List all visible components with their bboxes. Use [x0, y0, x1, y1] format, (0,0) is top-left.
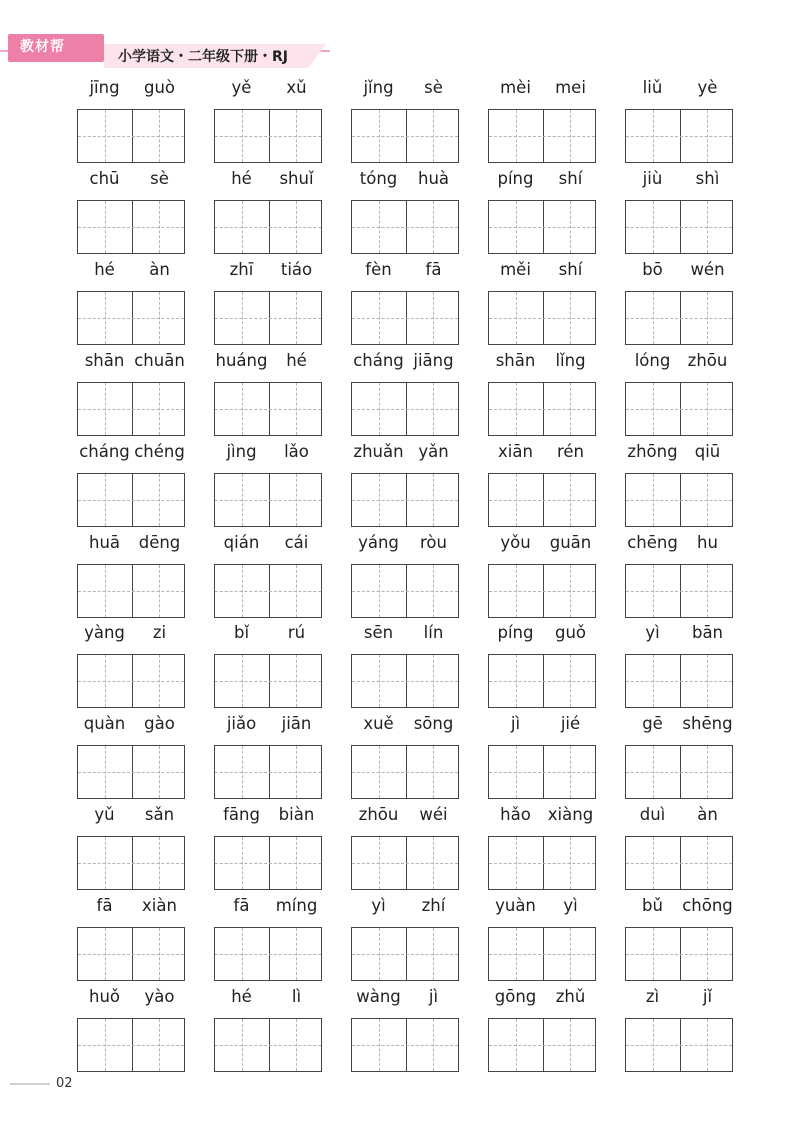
- word-item: [488, 169, 598, 259]
- word-item: [77, 169, 187, 259]
- pinyin-syllable: tóng: [359, 168, 398, 188]
- pinyin-syllable: jǐ: [702, 987, 713, 1006]
- word-item: [77, 623, 187, 713]
- word-item: [488, 351, 598, 441]
- pinyin-syllable: guān: [549, 532, 592, 552]
- pinyin-syllable: yáng: [358, 532, 399, 552]
- guide-line-horizontal: [352, 500, 458, 501]
- tianzige-writing-box[interactable]: [625, 200, 733, 254]
- guide-line-horizontal: [489, 136, 595, 137]
- guide-line-horizontal: [78, 863, 184, 864]
- tianzige-writing-box[interactable]: [77, 654, 185, 708]
- pinyin-syllable: fā: [96, 896, 113, 916]
- word-item: [351, 78, 461, 168]
- guide-line-horizontal: [352, 227, 458, 228]
- pinyin-syllable: zhuǎn: [353, 441, 404, 461]
- pinyin-syllable: sè: [424, 78, 443, 97]
- word-item: [77, 805, 187, 895]
- tianzige-writing-box[interactable]: [77, 200, 185, 254]
- exercise-row: [77, 260, 737, 350]
- header-badge-label: 教材帮: [20, 39, 65, 55]
- tianzige-writing-box[interactable]: [625, 473, 733, 527]
- pinyin-syllable: shì: [695, 168, 720, 188]
- pinyin-syllable: shí: [558, 168, 583, 188]
- pinyin-syllable: wàng: [356, 987, 401, 1006]
- pinyin-syllable: zi: [152, 623, 167, 643]
- tianzige-writing-box[interactable]: [77, 473, 185, 527]
- tianzige-writing-box[interactable]: [214, 564, 322, 618]
- pinyin-syllable: bān: [691, 623, 724, 643]
- pinyin-syllable: quàn: [83, 714, 126, 734]
- guide-line-horizontal: [78, 409, 184, 410]
- word-item: [488, 78, 598, 168]
- exercise-row: [77, 533, 737, 623]
- pinyin-syllable: jiāng: [413, 350, 454, 370]
- tianzige-writing-box[interactable]: [351, 836, 459, 890]
- guide-line-horizontal: [215, 681, 321, 682]
- pinyin-syllable: jì: [428, 987, 439, 1006]
- pinyin-syllable: àn: [149, 259, 170, 279]
- word-item: [214, 442, 324, 532]
- footer-rule: [10, 1083, 50, 1085]
- guide-line-horizontal: [78, 500, 184, 501]
- guide-line-horizontal: [352, 318, 458, 319]
- pinyin-syllable: yì: [371, 896, 386, 916]
- exercise-row: [77, 623, 737, 713]
- tianzige-writing-box[interactable]: [351, 200, 459, 254]
- tianzige-writing-box[interactable]: [488, 291, 596, 345]
- tianzige-writing-box[interactable]: [77, 927, 185, 981]
- tianzige-writing-box[interactable]: [488, 200, 596, 254]
- word-item: [625, 623, 735, 713]
- pinyin-syllable: sōng: [413, 714, 454, 734]
- pinyin-syllable: lóng: [634, 350, 671, 370]
- tianzige-writing-box[interactable]: [214, 291, 322, 345]
- pinyin-syllable: gē: [642, 714, 663, 734]
- guide-line-horizontal: [626, 954, 732, 955]
- tianzige-writing-box[interactable]: [214, 200, 322, 254]
- pinyin-syllable: mei: [555, 78, 586, 97]
- exercise-row: [77, 805, 737, 895]
- pinyin-syllable: hé: [231, 168, 252, 188]
- pinyin-syllable: guǒ: [554, 623, 587, 643]
- word-item: [351, 442, 461, 532]
- tianzige-writing-box[interactable]: [214, 382, 322, 436]
- guide-line-horizontal: [78, 318, 184, 319]
- word-item: [625, 533, 735, 623]
- tianzige-writing-box[interactable]: [214, 473, 322, 527]
- exercise-row: [77, 78, 737, 168]
- pinyin-syllable: yuàn: [495, 896, 536, 916]
- word-item: [625, 714, 735, 804]
- pinyin-syllable: zhī: [229, 259, 254, 279]
- pinyin-syllable: huǒ: [88, 987, 120, 1006]
- pinyin-syllable: qián: [223, 532, 260, 552]
- tianzige-writing-box[interactable]: [488, 109, 596, 163]
- tianzige-writing-box[interactable]: [625, 291, 733, 345]
- pinyin-syllable: bō: [642, 259, 663, 279]
- guide-line-horizontal: [352, 409, 458, 410]
- word-item: [214, 169, 324, 259]
- pinyin-syllable: sēn: [363, 623, 394, 643]
- pinyin-syllable: chéng: [134, 441, 185, 461]
- tianzige-writing-box[interactable]: [488, 382, 596, 436]
- tianzige-writing-box[interactable]: [351, 927, 459, 981]
- word-item: [488, 805, 598, 895]
- pinyin-syllable: měi: [500, 259, 531, 279]
- word-item: [214, 260, 324, 350]
- pinyin-syllable: zhí: [421, 896, 446, 916]
- tianzige-writing-box[interactable]: [488, 745, 596, 799]
- pinyin-syllable: lín: [423, 623, 444, 643]
- pinyin-syllable: lì: [291, 987, 302, 1006]
- tianzige-writing-box[interactable]: [625, 836, 733, 890]
- word-item: [214, 623, 324, 713]
- pinyin-syllable: shí: [558, 259, 583, 279]
- pinyin-syllable: fāng: [223, 805, 260, 825]
- guide-line-horizontal: [78, 1045, 184, 1046]
- pinyin-syllable: yě: [231, 78, 252, 97]
- tianzige-writing-box[interactable]: [214, 927, 322, 981]
- pinyin-syllable: yì: [563, 896, 578, 916]
- pinyin-syllable: shuǐ: [279, 168, 314, 188]
- guide-line-horizontal: [215, 318, 321, 319]
- pinyin-syllable: hu: [697, 532, 718, 552]
- pinyin-syllable: xiàn: [142, 896, 177, 916]
- pinyin-syllable: shān: [495, 350, 536, 370]
- pinyin-syllable: cái: [284, 532, 309, 552]
- word-item: [625, 260, 735, 350]
- pinyin-syllable: míng: [275, 896, 318, 916]
- guide-line-horizontal: [78, 772, 184, 773]
- word-item: [77, 442, 187, 532]
- pinyin-syllable: wén: [690, 259, 725, 279]
- guide-line-horizontal: [352, 136, 458, 137]
- pinyin-syllable: liǔ: [642, 78, 663, 97]
- pinyin-syllable: dēng: [138, 532, 181, 552]
- pinyin-syllable: huáng: [215, 350, 268, 370]
- tianzige-writing-box[interactable]: [625, 927, 733, 981]
- pinyin-syllable: jiān: [281, 714, 312, 734]
- word-item: [77, 714, 187, 804]
- guide-line-horizontal: [626, 318, 732, 319]
- guide-line-horizontal: [626, 136, 732, 137]
- guide-line-horizontal: [215, 591, 321, 592]
- word-item: [625, 351, 735, 441]
- pinyin-syllable: fèn: [365, 259, 392, 279]
- guide-line-horizontal: [215, 136, 321, 137]
- tianzige-writing-box[interactable]: [625, 564, 733, 618]
- word-item: [488, 987, 598, 1077]
- pinyin-syllable: yì: [645, 623, 660, 643]
- word-item: [214, 351, 324, 441]
- pinyin-syllable: qiū: [694, 441, 721, 461]
- guide-line-horizontal: [489, 1045, 595, 1046]
- pinyin-syllable: zì: [645, 987, 660, 1006]
- exercise-row: [77, 442, 737, 532]
- word-item: [77, 896, 187, 986]
- pinyin-syllable: àn: [697, 805, 718, 825]
- guide-line-horizontal: [489, 500, 595, 501]
- pinyin-syllable: jīng: [89, 78, 120, 97]
- pinyin-syllable: hé: [231, 987, 252, 1006]
- word-item: [351, 987, 461, 1077]
- guide-line-horizontal: [78, 227, 184, 228]
- word-item: [351, 896, 461, 986]
- word-item: [214, 78, 324, 168]
- exercise-row: [77, 987, 737, 1077]
- tianzige-writing-box[interactable]: [488, 836, 596, 890]
- tianzige-writing-box[interactable]: [351, 745, 459, 799]
- guide-line-horizontal: [78, 954, 184, 955]
- word-item: [488, 533, 598, 623]
- tianzige-writing-box[interactable]: [351, 473, 459, 527]
- pinyin-syllable: rén: [556, 441, 585, 461]
- tianzige-writing-box[interactable]: [625, 745, 733, 799]
- pinyin-syllable: chū: [89, 168, 120, 188]
- tianzige-writing-box[interactable]: [488, 1018, 596, 1072]
- pinyin-syllable: hé: [286, 350, 307, 370]
- tianzige-writing-box[interactable]: [351, 1018, 459, 1072]
- word-item: [214, 896, 324, 986]
- pinyin-syllable: shēng: [682, 714, 733, 734]
- pinyin-syllable: jiù: [642, 168, 663, 188]
- guide-line-horizontal: [78, 681, 184, 682]
- word-item: [625, 805, 735, 895]
- word-item: [351, 351, 461, 441]
- tianzige-writing-box[interactable]: [77, 1018, 185, 1072]
- pinyin-syllable: yǔ: [94, 805, 115, 825]
- header-title: 小学语文・二年级下册・RJ: [118, 49, 288, 65]
- pinyin-syllable: bǔ: [642, 896, 663, 916]
- pinyin-syllable: chēng: [627, 532, 678, 552]
- tianzige-writing-box[interactable]: [214, 109, 322, 163]
- guide-line-horizontal: [626, 772, 732, 773]
- pinyin-syllable: sè: [150, 168, 169, 188]
- pinyin-syllable: yào: [144, 987, 175, 1006]
- pinyin-syllable: shān: [84, 350, 125, 370]
- pinyin-syllable: fā: [425, 259, 442, 279]
- word-item: [351, 169, 461, 259]
- word-item: [351, 714, 461, 804]
- pinyin-syllable: jiǎo: [226, 714, 257, 734]
- pinyin-syllable: gào: [144, 714, 175, 734]
- pinyin-syllable: píng: [497, 168, 534, 188]
- pinyin-syllable: tiáo: [280, 259, 313, 279]
- pinyin-syllable: hǎo: [500, 805, 531, 825]
- word-item: [625, 987, 735, 1077]
- tianzige-writing-box[interactable]: [351, 109, 459, 163]
- word-item: [488, 714, 598, 804]
- word-item: [488, 896, 598, 986]
- guide-line-horizontal: [489, 954, 595, 955]
- pinyin-syllable: sǎn: [144, 805, 175, 825]
- guide-line-horizontal: [215, 500, 321, 501]
- guide-line-horizontal: [78, 136, 184, 137]
- word-item: [77, 260, 187, 350]
- word-item: [488, 623, 598, 713]
- pinyin-syllable: zhōu: [358, 805, 399, 825]
- pinyin-syllable: zhōng: [627, 441, 678, 461]
- guide-line-horizontal: [626, 409, 732, 410]
- pinyin-syllable: jìng: [226, 441, 257, 461]
- pinyin-syllable: xuě: [363, 714, 394, 734]
- guide-line-horizontal: [489, 409, 595, 410]
- pinyin-syllable: rú: [287, 623, 306, 643]
- tianzige-writing-box[interactable]: [351, 382, 459, 436]
- word-item: [625, 169, 735, 259]
- word-item: [351, 805, 461, 895]
- word-item: [77, 533, 187, 623]
- guide-line-horizontal: [352, 681, 458, 682]
- guide-line-horizontal: [352, 1045, 458, 1046]
- tianzige-writing-box[interactable]: [214, 654, 322, 708]
- word-item: [214, 533, 324, 623]
- pinyin-syllable: jì: [510, 714, 521, 734]
- pinyin-syllable: guò: [143, 78, 176, 97]
- tianzige-writing-box[interactable]: [488, 564, 596, 618]
- pinyin-syllable: xiàng: [547, 805, 594, 825]
- pinyin-syllable: wéi: [419, 805, 448, 825]
- word-item: [625, 896, 735, 986]
- exercise-row: [77, 714, 737, 804]
- pinyin-syllable: chuān: [134, 350, 185, 370]
- guide-line-horizontal: [489, 318, 595, 319]
- pinyin-syllable: bǐ: [233, 623, 250, 643]
- pinyin-syllable: cháng: [353, 350, 404, 370]
- word-item: [214, 714, 324, 804]
- pinyin-syllable: yǒu: [500, 532, 531, 552]
- tianzige-writing-box[interactable]: [351, 564, 459, 618]
- guide-line-horizontal: [489, 681, 595, 682]
- guide-line-horizontal: [626, 1045, 732, 1046]
- tianzige-writing-box[interactable]: [625, 109, 733, 163]
- pinyin-syllable: jié: [560, 714, 581, 734]
- tianzige-writing-box[interactable]: [625, 1018, 733, 1072]
- tianzige-writing-box[interactable]: [77, 564, 185, 618]
- pinyin-syllable: cháng: [79, 441, 130, 461]
- tianzige-writing-box[interactable]: [214, 1018, 322, 1072]
- exercise-row: [77, 351, 737, 441]
- page-number: 02: [56, 1076, 73, 1091]
- word-item: [77, 987, 187, 1077]
- pinyin-syllable: píng: [497, 623, 534, 643]
- tianzige-writing-box[interactable]: [351, 654, 459, 708]
- pinyin-syllable: yǎn: [418, 441, 449, 461]
- pinyin-syllable: fā: [233, 896, 250, 916]
- tianzige-writing-box[interactable]: [625, 654, 733, 708]
- tianzige-writing-box[interactable]: [77, 382, 185, 436]
- guide-line-horizontal: [352, 954, 458, 955]
- word-item: [351, 260, 461, 350]
- pinyin-syllable: chōng: [682, 896, 733, 916]
- tianzige-writing-box[interactable]: [488, 473, 596, 527]
- word-item: [77, 78, 187, 168]
- guide-line-horizontal: [215, 1045, 321, 1046]
- pinyin-syllable: yàng: [84, 623, 125, 643]
- guide-line-horizontal: [489, 772, 595, 773]
- pinyin-syllable: duì: [639, 805, 666, 825]
- word-item: [77, 351, 187, 441]
- word-item: [214, 987, 324, 1077]
- tianzige-writing-box[interactable]: [77, 291, 185, 345]
- pinyin-syllable: lǎo: [284, 441, 309, 461]
- guide-line-horizontal: [215, 954, 321, 955]
- guide-line-horizontal: [215, 772, 321, 773]
- pinyin-syllable: jǐng: [363, 78, 394, 97]
- tianzige-writing-box[interactable]: [488, 654, 596, 708]
- pinyin-syllable: xǔ: [286, 78, 307, 97]
- pinyin-syllable: huā: [88, 532, 121, 552]
- tianzige-writing-box[interactable]: [625, 382, 733, 436]
- word-item: [351, 623, 461, 713]
- guide-line-horizontal: [489, 591, 595, 592]
- pinyin-syllable: lǐng: [555, 350, 586, 370]
- guide-line-horizontal: [489, 227, 595, 228]
- pinyin-syllable: hé: [94, 259, 115, 279]
- word-item: [351, 533, 461, 623]
- tianzige-writing-box[interactable]: [77, 745, 185, 799]
- pinyin-syllable: xiān: [498, 441, 533, 461]
- guide-line-horizontal: [215, 863, 321, 864]
- guide-line-horizontal: [489, 863, 595, 864]
- guide-line-horizontal: [215, 409, 321, 410]
- pinyin-syllable: ròu: [420, 532, 447, 552]
- guide-line-horizontal: [626, 500, 732, 501]
- word-item: [625, 442, 735, 532]
- pinyin-syllable: zhǔ: [555, 987, 586, 1006]
- pinyin-syllable: gōng: [494, 987, 537, 1006]
- tianzige-writing-box[interactable]: [77, 836, 185, 890]
- guide-line-horizontal: [352, 591, 458, 592]
- pinyin-syllable: huà: [417, 168, 450, 188]
- guide-line-horizontal: [626, 863, 732, 864]
- guide-line-horizontal: [78, 591, 184, 592]
- exercise-row: [77, 896, 737, 986]
- guide-line-horizontal: [626, 591, 732, 592]
- word-item: [625, 78, 735, 168]
- tianzige-writing-box[interactable]: [214, 836, 322, 890]
- tianzige-writing-box[interactable]: [351, 291, 459, 345]
- tianzige-writing-box[interactable]: [488, 927, 596, 981]
- guide-line-horizontal: [352, 863, 458, 864]
- word-item: [488, 260, 598, 350]
- exercise-row: [77, 169, 737, 259]
- guide-line-horizontal: [626, 227, 732, 228]
- pinyin-syllable: zhōu: [687, 350, 728, 370]
- word-item: [214, 805, 324, 895]
- tianzige-writing-box[interactable]: [214, 745, 322, 799]
- guide-line-horizontal: [352, 772, 458, 773]
- guide-line-horizontal: [215, 227, 321, 228]
- tianzige-writing-box[interactable]: [77, 109, 185, 163]
- pinyin-syllable: biàn: [278, 805, 315, 825]
- pinyin-syllable: yè: [697, 78, 718, 97]
- pinyin-syllable: mèi: [500, 78, 531, 97]
- word-item: [488, 442, 598, 532]
- guide-line-horizontal: [626, 681, 732, 682]
